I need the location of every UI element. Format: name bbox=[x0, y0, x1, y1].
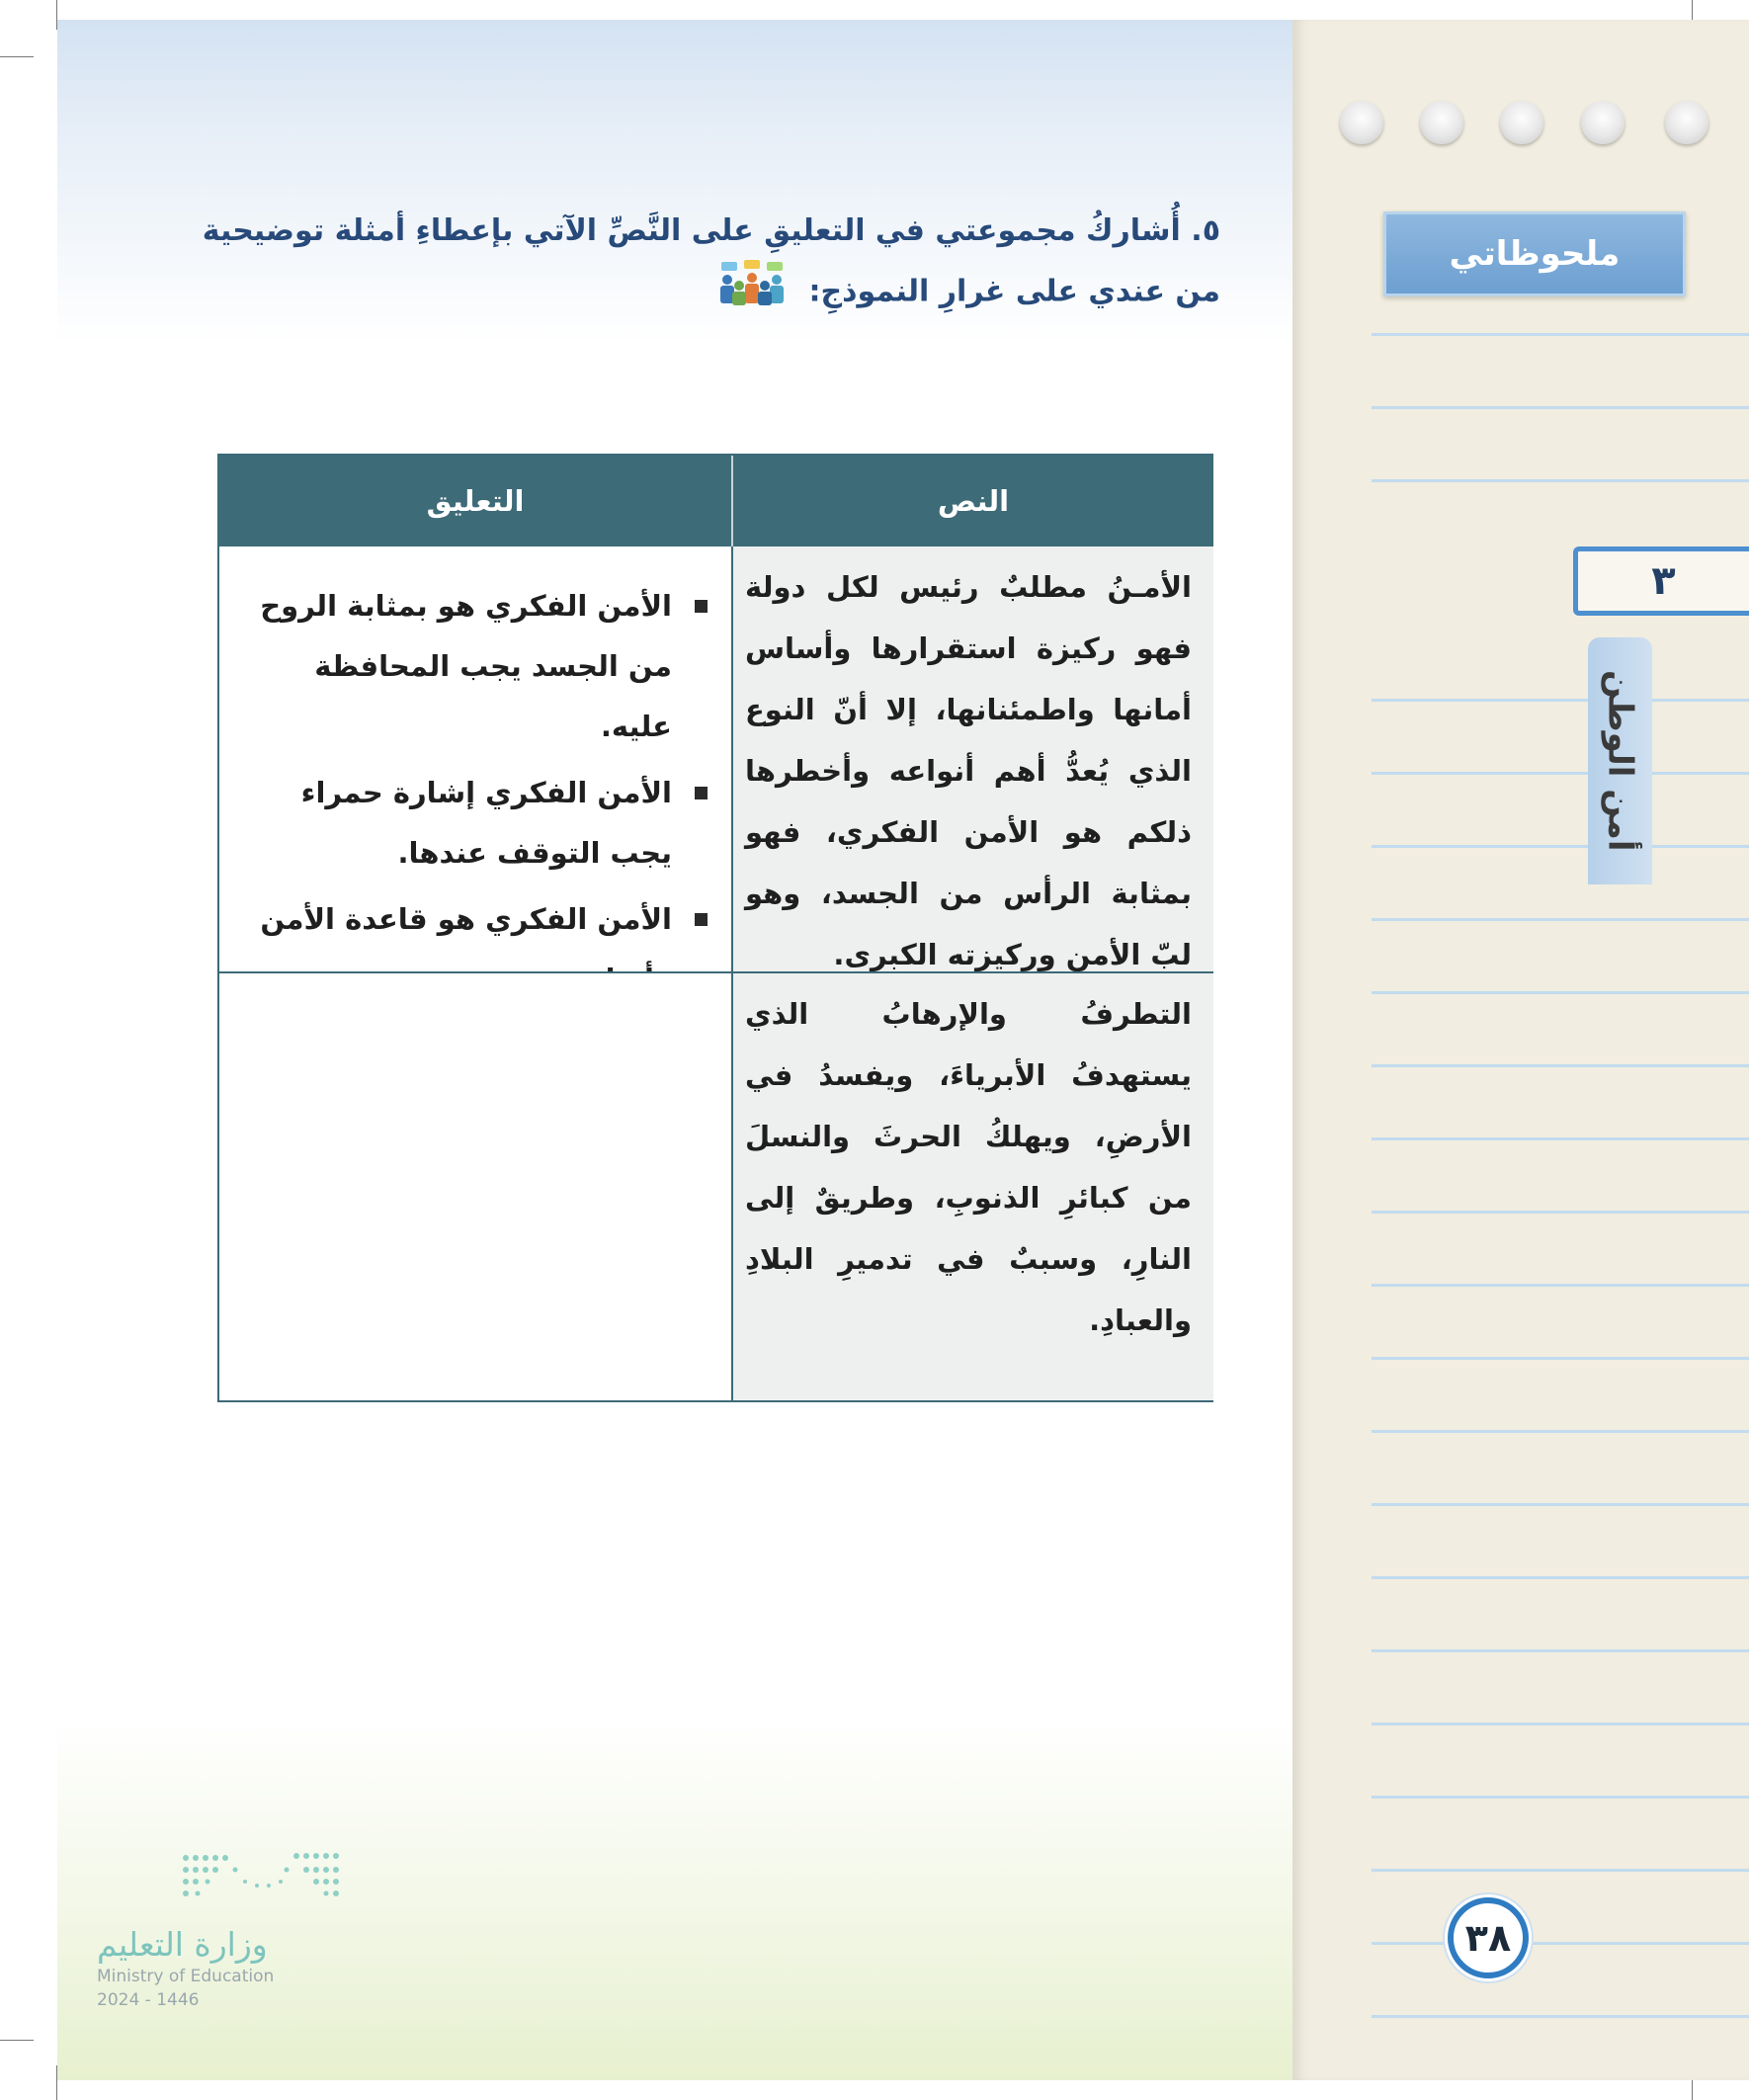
notebook-rule-line bbox=[1372, 772, 1749, 775]
comment-text: الأمن الفكري إشارة حمراء يجب التوقف عندها. bbox=[300, 776, 672, 870]
notebook-rule-line bbox=[1372, 479, 1749, 482]
notebook-rule-line bbox=[1372, 1576, 1749, 1579]
notebook-rule-line bbox=[1372, 1137, 1749, 1140]
list-item bbox=[239, 763, 711, 883]
row-2-text: التطرفُ والإرهابُ الذي يستهدفُ الأبرياءَ، ويفسدُ في الأرضِ، ويهلكُ الحرثَ والنسلَ من كبائرِ الذنوبِ، وطريقٌ إلى النارِ، وسببٌ في تدميرِ البلادِ والعبادِ. bbox=[745, 997, 1192, 1337]
unit-number-box bbox=[1573, 546, 1749, 616]
notebook-rule-line bbox=[1372, 1357, 1749, 1360]
ministry-dots-icon bbox=[178, 1848, 346, 1907]
notebook-rule-line bbox=[1372, 1284, 1749, 1287]
notebook-rule-line bbox=[1372, 2015, 1749, 2018]
header-comment-label: التعليق bbox=[426, 484, 525, 518]
bullet-square-icon bbox=[695, 600, 708, 613]
unit-title-ribbon bbox=[1588, 637, 1652, 884]
unit-number: ٣ bbox=[1651, 558, 1676, 604]
notes-tab bbox=[1383, 211, 1686, 296]
crop-mark bbox=[56, 0, 57, 30]
ministry-name-en: Ministry of Education bbox=[97, 1967, 275, 1986]
notebook-rule-line bbox=[1372, 1942, 1749, 1945]
unit-title: أمن الوطن bbox=[1600, 670, 1640, 852]
question-text: ٥. أُشاركُ مجموعتي في التعليقِ على النَّصِّ الآتي بإعطاءِ أمثلة توضيحية من عندي على غرارِ النموذجِ: bbox=[202, 213, 1220, 309]
page-number bbox=[1448, 1897, 1529, 1978]
row-1-text: الأمـنُ مطلبٌ رئيس لكل دولة فهو ركيزة استقرارها وأساس أمانها واطمئنانها، إلا أنّ النوع الذي يُعدُّ أهم أنواعه وأخطرها ذلكم هو الأمن الفكري، فهو بمثابة الرأس من الجسد، وهو لبّ الأمن وركيزته الكبرى. bbox=[745, 570, 1192, 971]
comment-table bbox=[217, 454, 1213, 1402]
table-row-2-comment-empty[interactable] bbox=[219, 973, 731, 1400]
header-comment bbox=[219, 456, 731, 546]
page-number-text: ٣٨ bbox=[1464, 1916, 1512, 1960]
binder-hole bbox=[1665, 101, 1708, 144]
table-row-2-text bbox=[733, 973, 1213, 1400]
notebook-rule-line bbox=[1372, 1722, 1749, 1725]
crop-mark bbox=[0, 2040, 34, 2041]
column-divider bbox=[731, 546, 733, 1400]
comment-list bbox=[239, 576, 711, 1010]
header-divider bbox=[731, 456, 733, 546]
ministry-logo bbox=[97, 1848, 354, 2016]
notebook-rule-line bbox=[1372, 333, 1749, 336]
crop-mark bbox=[0, 56, 34, 57]
question-prompt bbox=[198, 203, 1220, 325]
binder-hole bbox=[1581, 101, 1624, 144]
binder-hole bbox=[1420, 101, 1463, 144]
comment-text: الأمن الفكري هو بمثابة الروح من الجسد يجب المحافظة عليه. bbox=[260, 589, 672, 743]
binder-hole bbox=[1340, 101, 1383, 144]
notebook-rule-line bbox=[1372, 1064, 1749, 1067]
notebook-rule-line bbox=[1372, 918, 1749, 921]
notebook-rule-line bbox=[1372, 1503, 1749, 1506]
binder-hole bbox=[1500, 101, 1543, 144]
group-discussion-icon bbox=[715, 260, 789, 325]
notebook-rule-line bbox=[1372, 1649, 1749, 1652]
crop-mark bbox=[56, 2065, 57, 2100]
notebook-rule-line bbox=[1372, 845, 1749, 848]
table-row-1-text bbox=[733, 546, 1213, 971]
comment-text: الأمن الفكري هو قاعدة الأمن bbox=[260, 902, 672, 936]
bullet-square-icon bbox=[695, 787, 708, 799]
notebook-rule-line bbox=[1372, 1796, 1749, 1799]
notebook-rule-line bbox=[1372, 991, 1749, 994]
bullet-square-icon bbox=[695, 913, 708, 926]
list-item bbox=[239, 576, 711, 757]
header-text bbox=[733, 456, 1213, 546]
notebook-rule-line bbox=[1372, 1211, 1749, 1214]
notebook-rule-line bbox=[1372, 406, 1749, 409]
ministry-name-ar: وزارة التعليم bbox=[97, 1925, 268, 1964]
notes-notebook bbox=[1292, 20, 1749, 2080]
notes-label: ملحوظاتي bbox=[1449, 234, 1621, 274]
header-text-label: النص bbox=[937, 484, 1010, 518]
row-divider bbox=[219, 971, 1213, 973]
notebook-rule-line bbox=[1372, 699, 1749, 702]
ministry-year: 2024 - 1446 bbox=[97, 1990, 200, 2010]
notebook-rule-line bbox=[1372, 1430, 1749, 1433]
table-row-1-comment bbox=[219, 546, 731, 971]
notebook-rule-line bbox=[1372, 1869, 1749, 1872]
